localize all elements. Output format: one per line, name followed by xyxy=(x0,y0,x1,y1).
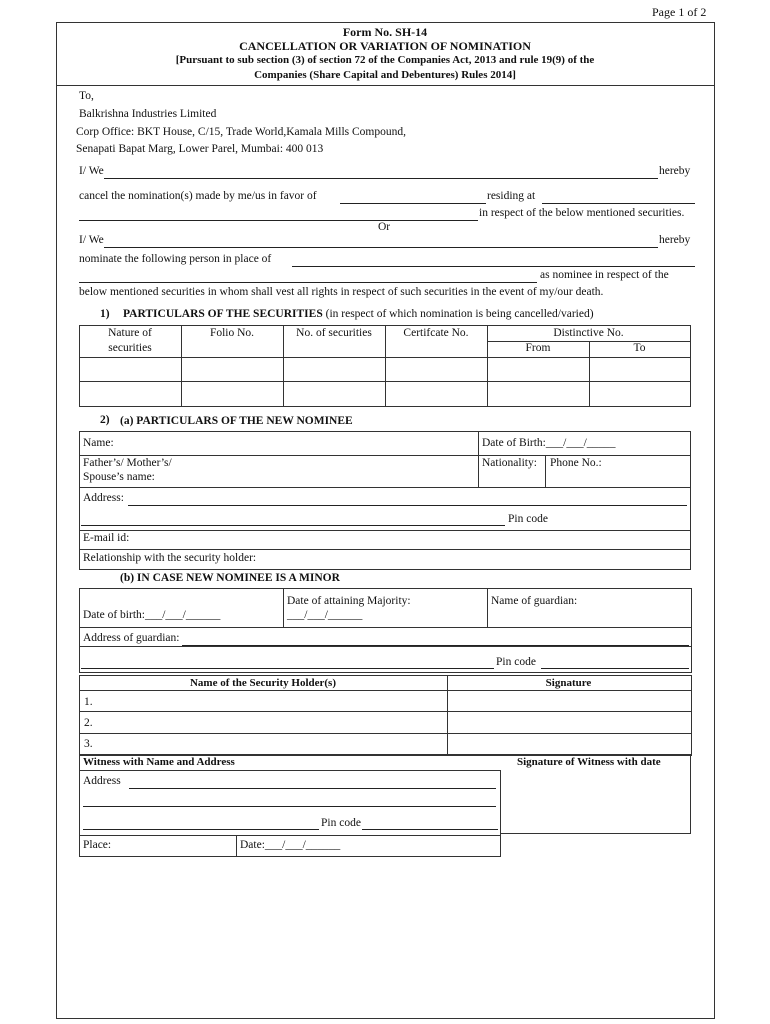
grid-line xyxy=(79,455,690,456)
col-holder-signature: Signature xyxy=(545,677,592,689)
holder-signature-field[interactable] xyxy=(448,734,689,754)
witness-pincode-field[interactable] xyxy=(362,829,498,830)
securities-cell[interactable] xyxy=(386,358,486,380)
grid-line xyxy=(500,770,501,856)
minor-dob-label: Date of birth:___/___/______ xyxy=(83,609,221,621)
securities-cell[interactable] xyxy=(80,382,180,404)
grid-line xyxy=(500,833,691,834)
witness-address-field-1[interactable] xyxy=(129,788,496,789)
col-folio: Folio No. xyxy=(209,327,255,339)
section1-note: (in respect of which nomination is being cancelled/varied) xyxy=(325,308,594,320)
guardian-pincode-field[interactable] xyxy=(541,668,689,669)
pursuant-line-1: [Pursuant to sub section (3) of section 72 of the Companies Act, 2013 and rule 19(9) of the xyxy=(175,54,595,66)
grid-line xyxy=(478,431,479,487)
securities-cell[interactable] xyxy=(182,382,282,404)
securities-cell[interactable] xyxy=(284,382,384,404)
holder-name-field[interactable] xyxy=(100,691,446,710)
holder-row-2: 2. xyxy=(84,717,93,729)
pursuant-line-2: Companies (Share Capital and Debentures) Rules 2014] xyxy=(254,69,516,81)
grid-line xyxy=(79,530,690,531)
section1-number: 1) xyxy=(100,308,110,320)
holder-row-3: 3. xyxy=(84,738,93,750)
securities-cell[interactable] xyxy=(182,358,282,380)
nominee-name-label: Name: xyxy=(83,437,114,449)
nominate-field-1[interactable] xyxy=(292,266,695,267)
nominee-pincode-label: Pin code xyxy=(508,513,548,525)
residing-label: residing at xyxy=(487,190,536,202)
previous-nominee-field[interactable] xyxy=(340,203,486,204)
securities-cell[interactable] xyxy=(590,382,689,404)
grid-line xyxy=(79,754,691,755)
witness-address-label: Address xyxy=(83,775,121,787)
iwe-label-1: I/ We xyxy=(79,165,104,177)
cancel-text: cancel the nomination(s) made by me/us in favor of xyxy=(79,190,317,202)
holder-signature-field[interactable] xyxy=(448,691,689,710)
company-name: Balkrishna Industries Limited xyxy=(79,108,217,120)
grid-line xyxy=(79,856,501,857)
securities-cell[interactable] xyxy=(386,382,486,404)
securities-cell[interactable] xyxy=(80,358,180,380)
majority-date-label: Date of attaining Majority: xyxy=(287,595,411,607)
grid-line xyxy=(283,588,284,627)
guardian-address-label: Address of guardian: xyxy=(83,632,180,644)
in-respect-text: in respect of the below mentioned securities. xyxy=(479,207,685,219)
col-to: To xyxy=(633,342,646,354)
holder-name-field[interactable] xyxy=(100,734,446,754)
col-distinctive: Distinctive No. xyxy=(553,327,624,339)
residing-field-2[interactable] xyxy=(79,220,478,221)
street-address: Senapati Bapat Marg, Lower Parel, Mumbai: 400 013 xyxy=(76,143,324,155)
holder-name-field[interactable] xyxy=(100,712,446,732)
guardian-address-field-2[interactable] xyxy=(81,668,494,669)
col-certificate: Certifcate No. xyxy=(403,327,469,339)
securities-cell[interactable] xyxy=(488,358,588,380)
col-holder-name: Name of the Security Holder(s) xyxy=(189,677,337,689)
relationship-label: Relationship with the security holder: xyxy=(83,552,257,564)
col-nature: Nature of xyxy=(108,327,152,339)
section2b-title: (b) IN CASE NEW NOMINEE IS A MINOR xyxy=(120,572,340,584)
section1-heading xyxy=(123,308,594,320)
nominee-dob-label: Date of Birth:___/___/_____ xyxy=(482,437,616,449)
witness-pincode-label: Pin code xyxy=(321,817,361,829)
grid-line xyxy=(690,754,691,833)
col-nature-2: securities xyxy=(108,342,152,354)
spouse-name-label: Spouse’s name: xyxy=(83,471,155,483)
witness-name-header: Witness with Name and Address xyxy=(83,756,235,768)
header-divider xyxy=(56,85,714,86)
residing-field-1[interactable] xyxy=(542,203,695,204)
nominate-field-2[interactable] xyxy=(79,282,537,283)
holder-row-1: 1. xyxy=(84,696,93,708)
iwe-field-2[interactable] xyxy=(104,247,658,248)
section2-number: 2) xyxy=(100,414,110,426)
place-label: Place: xyxy=(83,839,112,851)
securities-cell[interactable] xyxy=(284,358,384,380)
grid-line xyxy=(79,646,691,647)
as-nominee-text: as nominee in respect of the xyxy=(540,269,669,281)
grid-line xyxy=(79,549,690,550)
holder-signature-field[interactable] xyxy=(448,712,689,732)
col-no-securities: No. of securities xyxy=(296,327,372,339)
witness-date-label: Date:___/___/______ xyxy=(240,839,341,851)
grid-line xyxy=(79,770,501,771)
nominate-text: nominate the following person in place of xyxy=(79,253,272,265)
grid-line xyxy=(236,835,237,856)
or-separator: Or xyxy=(378,221,391,233)
witness-signature-field[interactable] xyxy=(502,772,689,832)
nominee-address-field-1[interactable] xyxy=(128,505,687,506)
nationality-label: Nationality: xyxy=(482,457,537,469)
grid-line xyxy=(545,455,546,487)
hereby-label-2: hereby xyxy=(659,234,691,246)
section1-title: PARTICULARS OF THE SECURITIES xyxy=(123,308,323,320)
securities-cell[interactable] xyxy=(590,358,689,380)
grid-line xyxy=(79,627,691,628)
nominee-address-label: Address: xyxy=(83,492,124,504)
phone-label: Phone No.: xyxy=(550,457,602,469)
grid-line xyxy=(79,487,690,488)
guardian-name-label: Name of guardian: xyxy=(491,595,578,607)
form-number: Form No. SH-14 xyxy=(342,25,428,39)
witness-signature-header: Signature of Witness with date xyxy=(517,756,661,768)
hereby-label-1: hereby xyxy=(659,165,691,177)
nominee-address-field-2[interactable] xyxy=(81,525,505,526)
witness-address-field-2[interactable] xyxy=(83,806,496,807)
securities-cell[interactable] xyxy=(488,382,588,404)
iwe-field-1[interactable] xyxy=(104,178,658,179)
majority-date-field[interactable]: ___/___/______ xyxy=(287,609,363,621)
to-label: To, xyxy=(79,90,94,102)
email-label: E-mail id: xyxy=(83,532,130,544)
witness-address-field-3[interactable] xyxy=(83,829,319,830)
section2-title: (a) PARTICULARS OF THE NEW NOMINEE xyxy=(120,415,353,427)
parent-name-label: Father’s/ Mother’s/ xyxy=(83,457,172,469)
grid-line xyxy=(79,835,501,836)
iwe-label-2: I/ We xyxy=(79,234,104,246)
guardian-address-field-1[interactable] xyxy=(182,645,689,646)
grid-line xyxy=(487,588,488,627)
guardian-pincode-label: Pin code xyxy=(496,656,536,668)
page-number: Page 1 of 2 xyxy=(652,5,707,19)
corp-office: Corp Office: BKT House, C/15, Trade World,Kamala Mills Compound, xyxy=(76,126,407,138)
vesting-text: below mentioned securities in whom shall vest all rights in respect of such securities in the event of my/our death. xyxy=(79,286,604,298)
form-title: CANCELLATION OR VARIATION OF NOMINATION xyxy=(239,39,531,53)
col-from: From xyxy=(525,342,551,354)
